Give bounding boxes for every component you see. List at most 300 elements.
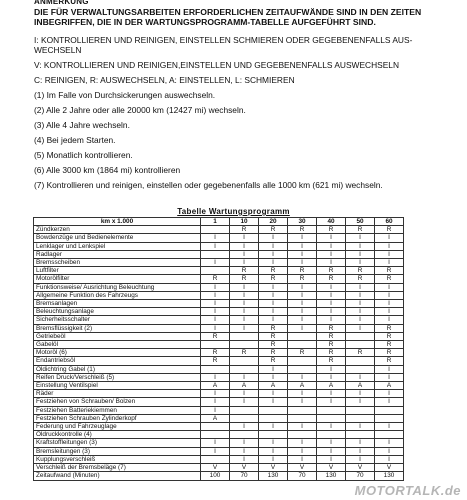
table-row [34,226,404,234]
table-cell: I [259,283,288,291]
table-cell: I [259,423,288,431]
table-cell: I [201,308,230,316]
table-cell: I [230,283,259,291]
column-header: 1 [201,218,230,226]
table-cell [201,341,230,349]
table-cell: I [288,291,317,299]
table-cell: I [201,390,230,398]
table-cell: I [375,423,404,431]
table-cell: I [288,259,317,267]
table-cell: I [230,423,259,431]
table-cell [230,414,259,422]
table-cell: A [259,382,288,390]
table-cell: R [259,275,288,283]
table-cell: I [375,291,404,299]
table-cell: I [317,308,346,316]
legend-line: (2) Alle 2 Jahre oder alle 20000 km (12427 mi) wechseln. [34,105,246,115]
table-row [34,283,404,291]
table-cell [288,357,317,365]
table-cell: I [288,373,317,381]
table-cell: I [230,447,259,455]
note-heading: DIE FÜR VERWALTUNGSARBEITEN ERFORDERLICHEN ZEITAUFWÄNDE SIND IN DEN ZEITEN INBEGRIFFEN, DIE IN DER WARTUNGSPROGRAMM-TABELLE AUFGEFÜHRT SIND. [34,7,422,27]
table-cell [230,406,259,414]
table-row [34,308,404,316]
table-cell: I [288,439,317,447]
table-cell: R [259,357,288,365]
table-cell: R [259,267,288,275]
table-cell [346,341,375,349]
table-cell: R [230,267,259,275]
table-cell: R [201,357,230,365]
table-cell: R [259,226,288,234]
table-cell: 100 [201,472,230,480]
table-cell: R [375,341,404,349]
table-title: Tabelle Wartungsprogramm [177,207,290,216]
table-cell: I [317,455,346,463]
table-cell: R [346,349,375,357]
table-cell: R [375,226,404,234]
table-cell: I [317,242,346,250]
table-cell: A [375,382,404,390]
table-cell: R [375,357,404,365]
table-cell: R [375,267,404,275]
table-cell: I [317,291,346,299]
table-cell: I [230,439,259,447]
maintenance-table [33,217,404,481]
table-cell: V [317,464,346,472]
table-cell: I [288,447,317,455]
table-cell: R [230,275,259,283]
table-cell: I [230,291,259,299]
row-label: Einstellung Ventilspiel [34,382,201,390]
table-cell: R [375,332,404,340]
table-cell: I [230,308,259,316]
table-cell: I [288,300,317,308]
table-cell: 130 [317,472,346,480]
row-label: Zündkerzen [34,226,201,234]
table-cell [346,414,375,422]
table-cell [346,431,375,439]
table-cell [201,431,230,439]
table-cell: I [259,373,288,381]
table-cell: I [230,455,259,463]
table-cell: I [346,316,375,324]
table-row [34,267,404,275]
table-cell: I [375,373,404,381]
table-row [34,447,404,455]
table-row [34,439,404,447]
table-row [34,234,404,242]
table-cell: R [375,349,404,357]
table-cell: R [346,275,375,283]
table-cell: I [346,234,375,242]
table-cell: I [375,447,404,455]
table-cell: I [288,455,317,463]
table-cell: A [317,382,346,390]
table-cell: I [375,242,404,250]
table-cell: I [201,398,230,406]
row-label: Kupplungsverschleiß [34,455,201,463]
table-cell: I [230,250,259,258]
table-cell [259,414,288,422]
table-cell [201,423,230,431]
table-cell: R [288,275,317,283]
table-cell: A [201,382,230,390]
table-cell: I [288,398,317,406]
row-label: Festziehen von Schrauben/ Bolzen [34,398,201,406]
row-label: Räder [34,390,201,398]
table-cell: I [317,234,346,242]
table-cell: I [201,242,230,250]
table-cell: I [201,406,230,414]
table-cell: I [317,300,346,308]
table-cell [201,455,230,463]
table-cell: I [288,234,317,242]
table-row [34,382,404,390]
table-row [34,398,404,406]
table-cell: I [346,439,375,447]
table-row [34,390,404,398]
table-cell: R [230,349,259,357]
table-cell: I [201,259,230,267]
row-label: Federung und Fahrzeuglage [34,423,201,431]
table-cell: I [288,390,317,398]
table-cell: I [346,447,375,455]
table-cell: I [317,283,346,291]
table-cell: I [317,423,346,431]
table-row [34,423,404,431]
row-label: Öldichtring Gabel (1) [34,365,201,373]
table-cell: I [259,300,288,308]
table-cell: I [259,439,288,447]
column-header: km x 1.000 [34,218,201,226]
column-header: 50 [346,218,375,226]
table-cell: R [317,357,346,365]
table-cell: I [201,291,230,299]
table-cell: I [288,283,317,291]
table-cell: I [259,365,288,373]
table-cell: I [346,373,375,381]
table-cell [230,357,259,365]
row-label: Festziehen Batteriekiemmen [34,406,201,414]
table-cell: I [317,373,346,381]
table-cell: I [259,447,288,455]
row-label: Sicherheitsschalter [34,316,201,324]
table-row [34,414,404,422]
table-cell: I [317,390,346,398]
table-row [34,275,404,283]
table-cell: V [346,464,375,472]
table-row [34,341,404,349]
table-cell: I [259,455,288,463]
table-cell: R [317,332,346,340]
row-label: Zeitaufwand (Minuten) [34,472,201,480]
table-cell: I [375,308,404,316]
table-cell: I [346,324,375,332]
table-header-row [34,218,404,226]
table-cell: I [201,373,230,381]
table-cell: R [346,267,375,275]
watermark-logo: MOTORTALK.de [354,483,461,498]
table-cell: I [346,259,375,267]
table-cell: I [230,242,259,250]
table-cell: V [259,464,288,472]
table-cell: I [375,259,404,267]
table-cell: I [259,250,288,258]
table-cell: I [201,447,230,455]
table-cell: I [259,234,288,242]
table-cell: V [288,464,317,472]
row-label: Bremsleitungen (3) [34,447,201,455]
table-cell: I [375,283,404,291]
table-cell [346,357,375,365]
table-cell: I [230,259,259,267]
table-cell: I [230,398,259,406]
legend-line: C: REINIGEN, R: AUSWECHSELN, A: EINSTELLEN, L: SCHMIEREN [34,75,295,85]
row-label: Endantriebsöl [34,357,201,365]
table-cell: I [317,259,346,267]
row-label: Festziehen Schrauben Zylinderkopf [34,414,201,422]
table-cell: I [201,283,230,291]
table-row [34,357,404,365]
table-cell: R [317,349,346,357]
table-cell: R [259,324,288,332]
table-cell [230,332,259,340]
table-cell [317,414,346,422]
table-cell [375,431,404,439]
table-cell: 130 [259,472,288,480]
table-cell: I [259,259,288,267]
table-row [34,250,404,258]
table-cell: I [288,324,317,332]
table-cell: I [230,324,259,332]
table-cell: I [259,390,288,398]
legend-line: (6) Alle 3000 km (1864 mi) kontrollieren [34,165,181,175]
table-cell: I [259,398,288,406]
table-row [34,291,404,299]
row-label: Öldruckkontrolle (4) [34,431,201,439]
table-cell [346,332,375,340]
table-row [34,324,404,332]
table-cell: R [317,341,346,349]
table-cell: I [201,316,230,324]
table-cell: I [346,423,375,431]
table-cell: 70 [288,472,317,480]
table-cell [230,365,259,373]
table-cell: I [346,283,375,291]
row-label: Getriebeöl [34,332,201,340]
table-cell: 70 [230,472,259,480]
table-cell: I [375,439,404,447]
table-cell: I [375,316,404,324]
table-cell [201,267,230,275]
row-label: Bremsflüssigkeit (2) [34,324,201,332]
table-cell [288,414,317,422]
table-cell: I [230,234,259,242]
table-cell: R [375,324,404,332]
table-cell: I [259,242,288,250]
row-label: Verschleiß der Bremsbeläge (7) [34,464,201,472]
table-cell: I [346,250,375,258]
table-cell: I [288,316,317,324]
table-cell: I [201,234,230,242]
table-row [34,300,404,308]
table-row [34,365,404,373]
table-cell [201,365,230,373]
table-cell: I [288,242,317,250]
table-cell: I [230,373,259,381]
table-cell: I [288,308,317,316]
table-cell: I [317,316,346,324]
table-cell: I [201,439,230,447]
column-header: 60 [375,218,404,226]
table-cell: R [259,349,288,357]
table-row [34,316,404,324]
table-cell: R [375,275,404,283]
column-header: 10 [230,218,259,226]
row-label: Radlager [34,250,201,258]
table-cell: I [375,250,404,258]
row-label: Bowdenzüge und Bedienelemente [34,234,201,242]
table-row [34,406,404,414]
table-cell: R [288,349,317,357]
table-cell [230,341,259,349]
row-label: Gabelöl [34,341,201,349]
table-cell: R [288,226,317,234]
table-cell: I [346,300,375,308]
table-cell: R [230,226,259,234]
table-cell: I [346,398,375,406]
table-cell: I [317,439,346,447]
table-cell [346,406,375,414]
table-cell: I [288,250,317,258]
table-cell [288,332,317,340]
table-cell [288,341,317,349]
table-cell: I [230,390,259,398]
legend-block [34,30,459,190]
table-body [34,226,404,480]
table-cell: R [259,341,288,349]
table-cell [317,406,346,414]
table-cell [201,250,230,258]
column-header: 40 [317,218,346,226]
row-label: Kraftstoffleitungen (3) [34,439,201,447]
table-cell [201,226,230,234]
table-cell: 70 [346,472,375,480]
table-row [34,332,404,340]
table-cell: I [346,455,375,463]
row-label: Reifen Druck/Verschleiß (5) [34,373,201,381]
table-cell: R [317,226,346,234]
row-label: Luftfilter [34,267,201,275]
table-cell: V [230,464,259,472]
table-cell: I [375,234,404,242]
table-cell: I [288,423,317,431]
table-cell: I [317,447,346,455]
legend-line: I: KONTROLLIEREN UND REINIGEN, EINSTELLEN SCHMIEREN ODER GEGEBENENFALLS AUS-WECHSELN [34,35,413,55]
table-cell: 130 [375,472,404,480]
table-cell: I [375,398,404,406]
row-label: Allgemeine Funktion des Fahrzeugs [34,291,201,299]
table-cell: A [230,382,259,390]
table-cell: I [375,390,404,398]
table-cell: R [288,267,317,275]
table-row [34,431,404,439]
legend-line: (5) Monatlich kontrollieren. [34,150,133,160]
table-cell: I [346,308,375,316]
table-cell: R [317,275,346,283]
table-cell [259,406,288,414]
table-cell: I [230,300,259,308]
row-label: Motoröl (6) [34,349,201,357]
table-row [34,242,404,250]
legend-line: (4) Bei jedem Starten. [34,135,116,145]
table-cell: I [259,291,288,299]
table-cell [230,431,259,439]
table-cell: I [201,324,230,332]
table-row [34,472,404,480]
legend-line: (7) Kontrollieren und reinigen, einstellen oder gegebenenfalls alle 1000 km (621 mi) wechseln. [34,180,383,190]
column-header: 30 [288,218,317,226]
table-cell: R [346,226,375,234]
table-cell: V [375,464,404,472]
table-cell: A [288,382,317,390]
table-cell: I [317,398,346,406]
row-label: Lenklager und Lenkspiel [34,242,201,250]
row-label: Bremsanlagen [34,300,201,308]
table-row [34,464,404,472]
table-cell: R [201,349,230,357]
table-row [34,373,404,381]
table-cell: I [317,365,346,373]
table-cell: I [259,308,288,316]
table-row [34,455,404,463]
table-cell: V [201,464,230,472]
legend-line: (1) Im Falle von Durchsickerungen auswechseln. [34,90,216,100]
table-cell [259,431,288,439]
table-cell [375,414,404,422]
table-row [34,349,404,357]
table-cell [346,365,375,373]
table-cell [288,365,317,373]
column-header: 20 [259,218,288,226]
table-cell: I [346,390,375,398]
row-label: Funktionsweise/ Ausrichtung Beleuchtung [34,283,201,291]
table-cell: A [346,382,375,390]
table-cell: R [201,332,230,340]
table-cell: R [201,275,230,283]
table-cell [288,406,317,414]
table-cell: I [346,242,375,250]
table-cell: I [259,316,288,324]
table-cell: I [346,291,375,299]
table-cell: R [317,267,346,275]
row-label: Beleuchtungsanlage [34,308,201,316]
row-label: Motorölfilter [34,275,201,283]
table-cell: I [317,250,346,258]
table-cell: R [259,332,288,340]
table-cell: I [375,365,404,373]
table-cell: A [201,414,230,422]
table-cell [288,431,317,439]
legend-line: (3) Alle 4 Jahre wechseln. [34,120,130,130]
table-cell: I [375,300,404,308]
table-row [34,259,404,267]
table-cell: I [201,300,230,308]
table-cell: R [317,324,346,332]
table-cell: I [375,455,404,463]
note-label: ANMERKUNG [34,0,89,6]
